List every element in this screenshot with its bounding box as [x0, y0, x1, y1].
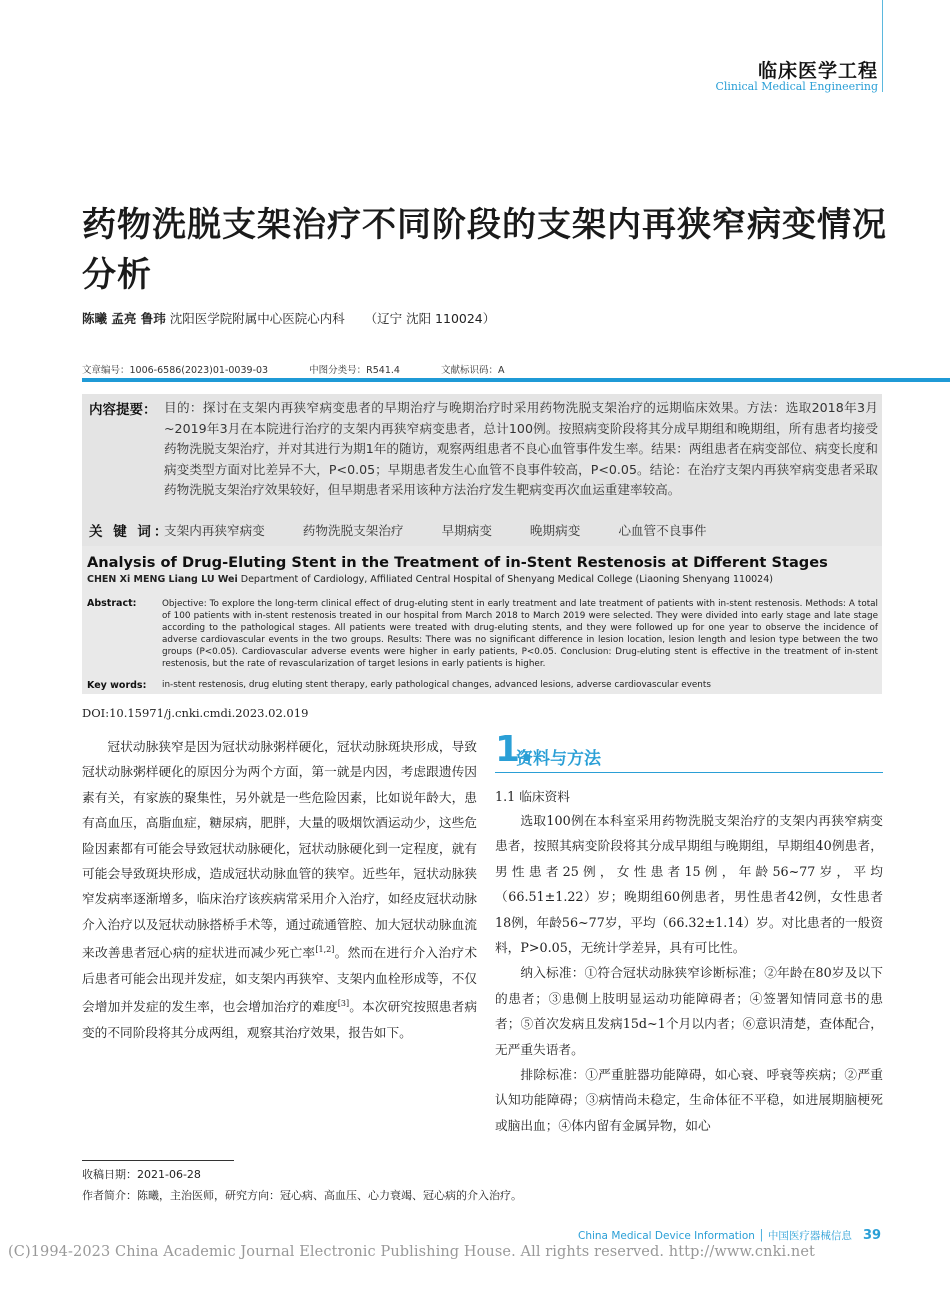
author-line	[82, 309, 495, 327]
keywords-cn-list	[164, 520, 740, 539]
intro-paragraph	[82, 734, 477, 1045]
doi: DOI:10.15971/j.cnki.cmdi.2023.02.019	[82, 706, 309, 720]
author-bio: 作者简介：陈曦，主治医师，研究方向：冠心病、高血压、心力衰竭、冠心病的介入治疗。	[82, 1189, 522, 1202]
article-meta	[82, 362, 542, 376]
paragraph: 排除标准：①严重脏器功能障碍，如心衰、呼衰等疾病；②严重认知功能障碍；③病情尚未稳定，生命体征不平稳，如进展期脑梗死或脑出血；④体内留有金属异物，如心	[495, 1067, 883, 1133]
copyright-line: (C)1994-2023 China Academic Journal Electronic Publishing House. All rights reserved. http://www.cnki.net	[8, 1244, 815, 1260]
header-divider	[882, 0, 883, 92]
section-title-cn: 临床医学工程	[757, 60, 878, 82]
location: （辽宁 沈阳 110024）	[364, 311, 496, 326]
document-code: 文献标识码：A	[440, 365, 505, 376]
english-title: Analysis of Drug-Eluting Stent in the Treatment of in-Stent Restenosis at Different Stages	[87, 554, 828, 571]
blue-rule	[82, 378, 950, 382]
english-authors: CHEN Xi MENG Liang LU Wei	[87, 574, 238, 585]
section-heading: 资料与方法	[516, 749, 601, 769]
keywords-en-label: Key words:	[87, 680, 147, 691]
section-number: 1.	[495, 729, 534, 770]
intro-text: 。本次研究按照患者病变的不同阶段将其分成两组，观察其治疗效果，报告如下。	[82, 999, 478, 1040]
paragraph: 选取100例在本科室采用药物洗脱支架治疗的支架内再狭窄病变患者，按照其病变阶段将其分成早期组与晚期组，早期组40例患者，男性患者25例，女性患者15例，年龄56~77岁，平均（66.51±1.22）岁；晚期组60例患者，男性患者42例，女性患者18例，年龄56~77岁，平均（66.32±1.14）岁。对比患者的一般资料，P>0.05，无统计学差异，具有可比性。	[495, 813, 884, 956]
clc-number: 中图分类号：R541.4	[309, 365, 400, 376]
affiliation: 沈阳医学院附属中心医院心内科	[169, 311, 345, 326]
journal-footer: China Medical Device Information │ 中国医疗器械信息	[578, 1230, 852, 1242]
intro-text: 冠状动脉狭窄是因为冠状动脉粥样硬化，冠状动脉斑块形成，导致冠状动脉粥样硬化的原因分为两个方面，第一就是内因，考虑跟遗传因素有关，有家族的聚集性，另外就是一些危险因素，比如说年龄大，患有高血压，高脂血症，糖尿病，肥胖，大量的吸烟饮酒运动少，这些危险因素都有可能会导致冠状动脉硬化，冠状动脉硬化到一定程度，就有可能会导致斑块形成，造成冠状动脉血管的狭窄。近些年，冠状动脉狭窄发病率逐渐增多，临床治疗该疾病常采用介入治疗，如经皮冠状动脉介入治疗以及冠状动脉搭桥手术等，通过疏通管腔、加大冠状动脉血流来改善患者冠心病的症状进而减少死亡率	[82, 739, 477, 961]
abstract-cn-label: 内容提要：	[89, 402, 157, 418]
keywords-cn-label: 关 键 词：	[89, 524, 171, 540]
keyword: 药物洗脱支架治疗	[302, 523, 404, 538]
abstract-en-text: Objective: To explore the long-term clinical effect of drug-eluting stent in early treatment and late treatment of patients with in-stent restenosis. Methods: A total of 100 patients with in-stent restenosis treated in our hospital from March 2018 to March 2019 were selected. They were divided into early stage and late stage according to the pathological stages. All patients were treated with drug-eluting stents, and they were followed up for one year to observe the incidence of adverse cardiovascular events in the two groups. Results: There was no significant difference in lesion location, lesion length and lesion type between the two groups (P<0.05). Cardiovascular adverse events were higher in early patients, P<0.05. Conclusion: Drug-eluting stent is effective in the treatment of in-stent restenosis, but the rate of revascularization of target lesions in early patients is higher.	[162, 599, 878, 669]
received-date: 收稿日期：2021-06-28	[82, 1168, 201, 1181]
body-left-column	[82, 734, 477, 1045]
body-right-column	[495, 808, 883, 1138]
section-rule	[495, 772, 883, 773]
keyword: 支架内再狭窄病变	[164, 523, 265, 538]
english-author-line	[87, 574, 773, 585]
intro-text: 。然而在进行介入治疗术后患者可能会出现并发症，如支架内再狭窄、支架内血栓形成等，不仅会增加并发症的发生率，也会增加治疗的难度	[82, 945, 478, 1015]
paragraph: 纳入标准：①符合冠状动脉狭窄诊断标准；②年龄在80岁及以下的患者；③患侧上肢明显运动功能障碍者；④签署知情同意书的患者；⑤首次发病且发病15d~1个月以内者；⑥意识清楚，查体配合，无严重失语者。	[495, 965, 883, 1057]
section-title-en: Clinical Medical Engineering	[715, 80, 878, 93]
keyword: 早期病变	[441, 523, 492, 538]
citation: [1,2]	[315, 945, 335, 955]
article-number: 文章编号：1006-6586(2023)01-0039-03	[82, 365, 269, 376]
authors: 陈曦 孟亮 鲁玮	[82, 311, 166, 326]
citation: [3]	[337, 999, 350, 1009]
footnote-rule	[82, 1160, 234, 1161]
abstract-cn-text: 目的：探讨在支架内再狭窄病变患者的早期治疗与晚期治疗时采用药物洗脱支架治疗的远期临床效果。方法：选取2018年3月~2019年3月在本院进行治疗的支架内再狭窄病变患者，总计100例。按照病变阶段将其分成早期组和晚期组，所有患者均接受药物洗脱支架治疗，并对其进行为期1年的随访，观察两组患者不良心血管事件发生率。结果：两组患者在病变部位、病变长度和病变类型方面对比差异不大，P<0.05；早期患者发生心血管不良事件较高，P<0.05。结论：在治疗支架内再狭窄病变患者采取药物洗脱支架治疗效果较好，但早期患者采用该种方法治疗发生靶病变再次血运重建率较高。	[164, 400, 878, 497]
article-title: 药物洗脱支架治疗不同阶段的支架内再狭窄病变情况分析	[82, 205, 887, 295]
english-affiliation: Department of Cardiology, Affiliated Central Hospital of Shenyang Medical College (Liaoning Shenyang 110024)	[240, 574, 773, 585]
page-number: 39	[863, 1228, 882, 1243]
keyword: 晚期病变	[529, 523, 581, 538]
subsection-heading: 1.1 临床资料	[495, 789, 570, 804]
keyword: 心血管不良事件	[618, 523, 707, 538]
keywords-en-list: in-stent restenosis, drug eluting stent therapy, early pathological changes, advanced lesions, adverse cardiovascular events	[162, 680, 711, 690]
abstract-en-label: Abstract:	[87, 598, 137, 609]
